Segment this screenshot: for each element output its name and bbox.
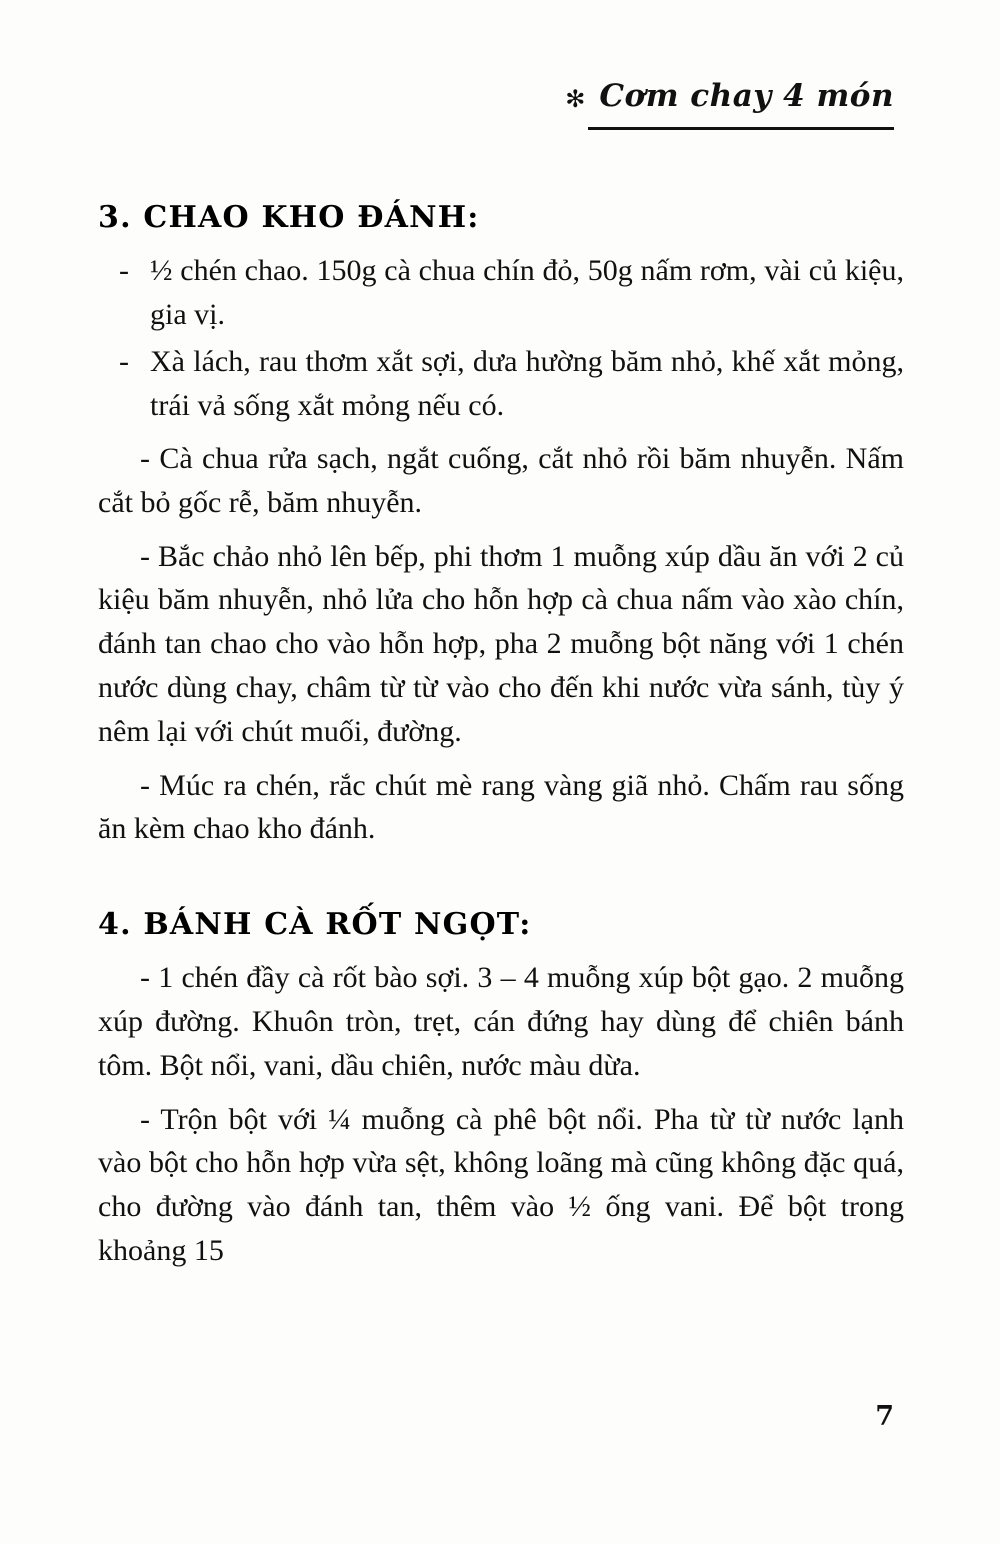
running-head-title: Cơm chay 4 món (599, 78, 894, 114)
section-heading-4: 4. BÁNH CÀ RỐT NGỌT: (98, 907, 532, 943)
list-item-text: Xà lách, rau thơm xắt sợi, dưa hường băm nhỏ, khế xắt mỏng, trái vả sống xắt mỏng nếu có. (150, 345, 904, 422)
star-icon: ✻ (565, 87, 586, 113)
dash-marker: - (119, 254, 129, 287)
ingredient-list-3 (98, 249, 904, 427)
header-divider (588, 127, 894, 130)
paragraph: - 1 chén đầy cà rốt bào sợi. 3 – 4 muỗng xúp bột gạo. 2 muỗng xúp đường. Khuôn tròn, trẹt, cán đứng hay dùng để chiên bánh tôm. Bột nổi, vani, dầu chiên, nước màu dừa. (98, 961, 904, 1082)
page-content (98, 200, 904, 1273)
paragraph: - Múc ra chén, rắc chút mè rang vàng giã nhỏ. Chấm rau sống ăn kèm chao kho đánh. (98, 768, 904, 846)
dash-marker: - (119, 345, 129, 378)
section-heading-3: 3. CHAO KHO ĐÁNH: (98, 200, 480, 235)
paragraph: - Bắc chảo nhỏ lên bếp, phi thơm 1 muỗng xúp dầu ăn với 2 củ kiệu băm nhuyễn, nhỏ lửa cho hỗn hợp cà chua nấm vào xào chín, đánh tan chao cho vào hỗn hợp, pha 2 muỗng bột năng với 1 chén nước dùng chay, châm từ từ vào cho đến khi nước vừa sánh, tùy ý nêm lại với chút muối, đường. (98, 539, 904, 748)
list-item-text: ½ chén chao. 150g cà chua chín đỏ, 50g nấm rơm, vài củ kiệu, gia vị. (150, 254, 904, 331)
paragraph: - Trộn bột với ¼ muỗng cà phê bột nổi. Pha từ từ nước lạnh vào bột cho hỗn hợp vừa sệt, không loãng mà cũng không đặc quá, cho đường vào đánh tan, thêm vào ½ ống vani. Để bột trong khoảng 15 (98, 1102, 904, 1267)
running-head (565, 78, 894, 118)
list-item (98, 249, 904, 336)
paragraph: - Cà chua rửa sạch, ngắt cuống, cắt nhỏ rồi băm nhuyễn. Nấm cắt bỏ gốc rễ, băm nhuyễn. (98, 442, 904, 519)
page-number: 7 (875, 1401, 894, 1432)
list-item (98, 340, 904, 427)
